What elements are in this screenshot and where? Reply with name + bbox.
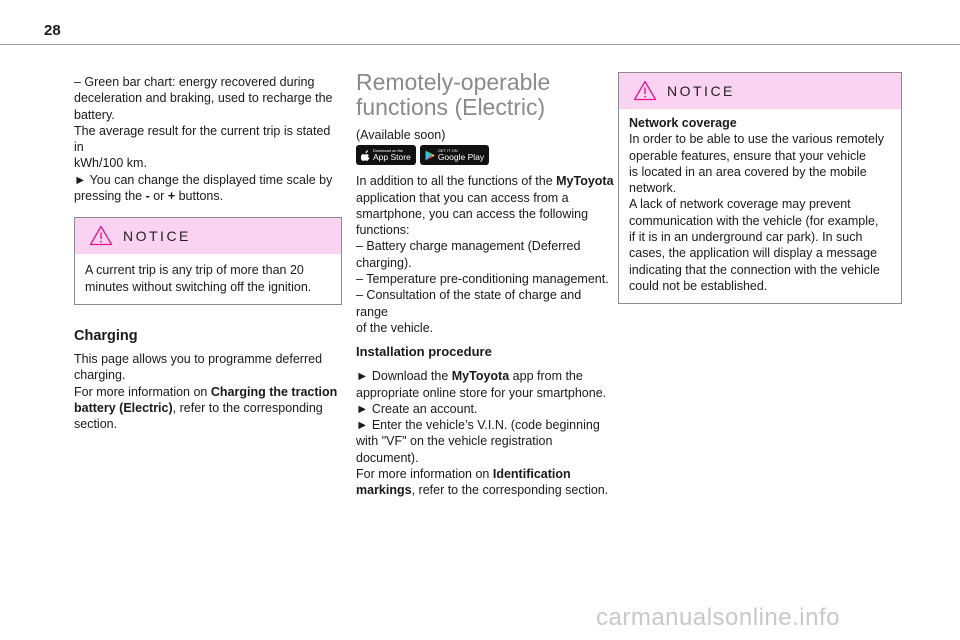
notice-header (619, 73, 901, 109)
bar-chart-description: – Green bar chart: energy recovered during deceleration and braking, used to recharge the battery. The average result for the current trip is stated in kWh/100 km. (74, 75, 333, 171)
notice-header (75, 218, 341, 254)
column-2 (356, 70, 614, 499)
notice-title: NOTICE (123, 228, 191, 245)
column-1 (74, 74, 342, 432)
watermark: carmanualsonline.info (596, 604, 840, 631)
column-3 (618, 72, 902, 304)
installation-steps: ► Download the MyToyota app from the appropriate online store for your smartphone. ► Create an account. ► Enter the vehicle’s V.I.N. (code beginning with "VF" on the vehicle registration document). For more information on Identification markings, refer to the corresponding section. (356, 369, 609, 498)
notice-body: Network coverage In order to be able to use the various remotely operable features, ensure that your vehicle is located in an area covered by the mobile network. A lack of network coverage may prevent communication with the vehicle (for example, if it is in an underground car park). In such cases, the application will display a message indicating that the connection with the vehicle could not be established. (629, 116, 885, 293)
warning-icon (89, 225, 113, 246)
intro-text: In addition to all the functions of the MyToyota application that you can access from a smartphone, you can access the following functions: – Battery charge management (Deferred charging). – Temperature pre-conditioning management. – Consultation of the state of charge and range of the vehicle. (356, 174, 614, 335)
notice-title: NOTICE (667, 83, 735, 99)
warning-icon (633, 80, 657, 101)
app-store-badge[interactable]: Download on the App Store (356, 145, 416, 165)
charging-text: This page allows you to programme deferred charging. For more information on Charging the traction battery (Electric), refer to the corresponding section. (74, 351, 338, 432)
installation-heading: Installation procedure (356, 344, 492, 360)
section-title: Remotely-operable functions (Electric) (356, 69, 551, 120)
google-play-badge[interactable]: GET IT ON Google Play (420, 145, 489, 165)
play-icon (425, 150, 435, 161)
arrow-icon: ► (74, 172, 87, 187)
store-badges (356, 145, 614, 165)
notice-box-trip (74, 217, 342, 305)
notice-body: A current trip is any trip of more than 20 minutes without switching off the ignition. (85, 263, 312, 294)
time-scale-step: ► You can change the displayed time scale by pressing the - or + buttons. (74, 172, 333, 204)
notice-heading: Network coverage (629, 116, 737, 130)
header-rule (0, 44, 960, 45)
apple-icon (361, 150, 370, 161)
availability-note: (Available soon) (356, 128, 446, 142)
page-number: 28 (44, 22, 61, 39)
charging-heading: Charging (74, 327, 138, 344)
notice-box-network (618, 72, 902, 304)
